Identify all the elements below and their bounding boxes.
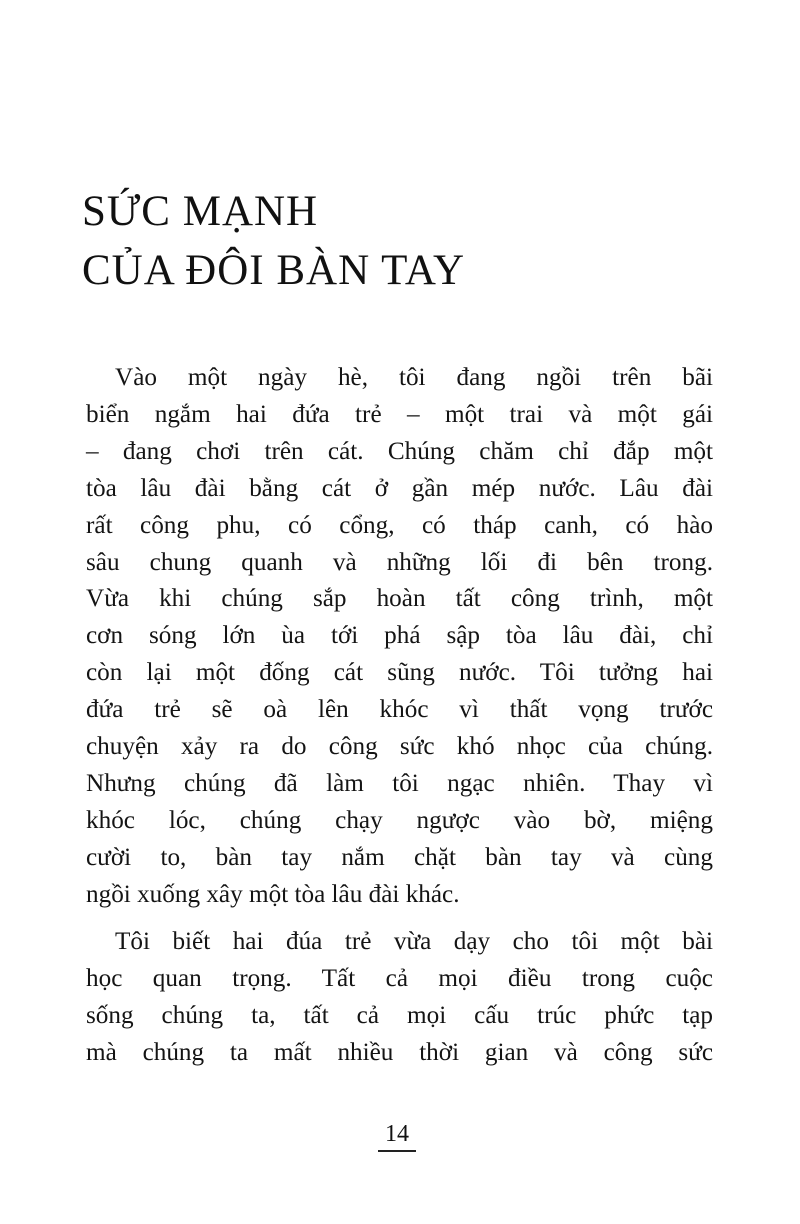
paragraph-1-line-15: ngồi xuống xây một tòa lâu đài khác.	[86, 880, 460, 908]
paragraph-1-line-13: khóc lóc, chúng chạy ngược vào bờ, miệng	[86, 806, 713, 834]
paragraph-2-line-3: sống chúng ta, tất cả mọi cấu trúc phức tạp	[86, 1001, 713, 1029]
page-number: 14	[385, 1121, 409, 1147]
paragraph-1-line-11: chuyện xảy ra do công sức khó nhọc của chúng.	[86, 733, 713, 761]
paragraph-2	[86, 924, 713, 1072]
paragraph-1-line-1: Vào một ngày hè, tôi đang ngồi trên bãi	[115, 364, 713, 391]
page-number-underline	[378, 1150, 416, 1152]
paragraph-1-line-6: sâu chung quanh và những lối đi bên trong.	[86, 548, 713, 576]
paragraph-1-line-4: tòa lâu đài bằng cát ở gần mép nước. Lâu đài	[86, 474, 713, 502]
chapter-title-line-1: SỨC MẠNH	[82, 188, 319, 235]
paragraph-1-line-2: biển ngắm hai đứa trẻ – một trai và một gái	[86, 400, 713, 428]
chapter-title	[82, 182, 465, 300]
paragraph-1-line-12: Nhưng chúng đã làm tôi ngạc nhiên. Thay vì	[86, 769, 713, 797]
paragraph-1	[86, 360, 713, 914]
paragraph-1-line-7: Vừa khi chúng sắp hoàn tất công trình, một	[86, 585, 713, 613]
paragraph-1-line-9: còn lại một đống cát sũng nước. Tôi tưởng hai	[86, 659, 713, 687]
paragraph-1-line-8: cơn sóng lớn ùa tới phá sập tòa lâu đài, chỉ	[86, 622, 713, 650]
paragraph-2-line-1: Tôi biết hai đúa trẻ vừa dạy cho tôi một bài	[115, 928, 713, 955]
paragraph-1-line-5: rất công phu, có cổng, có tháp canh, có hào	[86, 511, 713, 539]
paragraph-1-line-3: – đang chơi trên cát. Chúng chăm chỉ đắp một	[86, 437, 713, 465]
chapter-title-line-2: CỦA ĐÔI BÀN TAY	[82, 247, 466, 294]
paragraph-1-line-14: cười to, bàn tay nắm chặt bàn tay và cùng	[86, 843, 713, 871]
paragraph-1-line-10: đứa trẻ sẽ oà lên khóc vì thất vọng trước	[86, 696, 713, 724]
paragraph-2-line-4: mà chúng ta mất nhiều thời gian và công sức	[86, 1038, 713, 1066]
paragraph-2-line-2: học quan trọng. Tất cả mọi điều trong cuộc	[86, 964, 713, 992]
